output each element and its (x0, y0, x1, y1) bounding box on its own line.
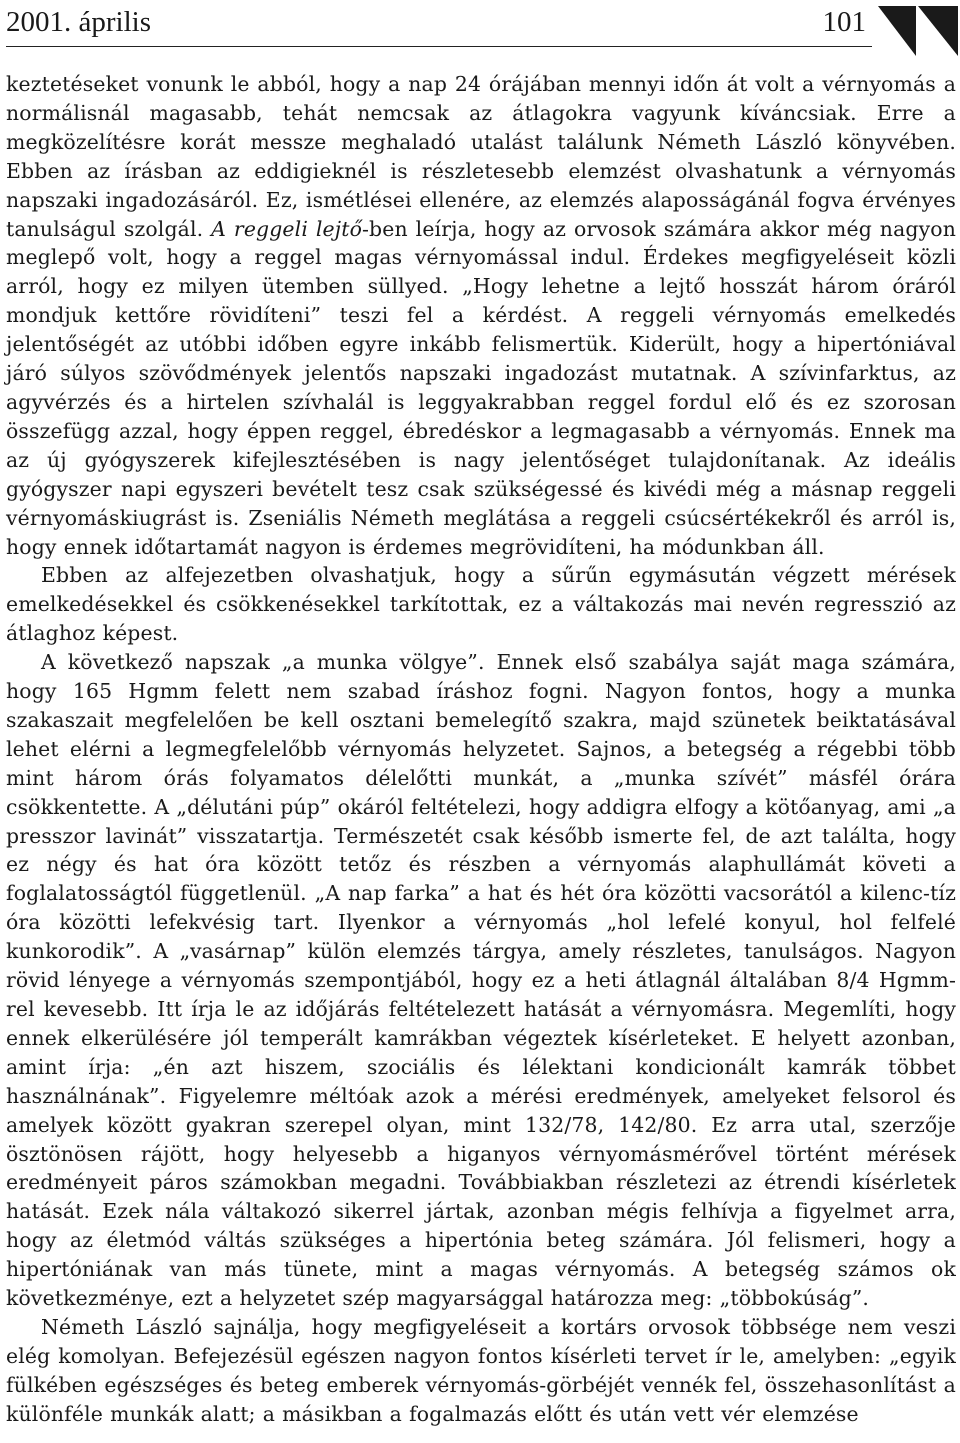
paragraph (6, 648, 956, 1313)
text-run: -ben leírja, hogy az orvosok számára akkor még nagyon meglepő volt, hogy a reggel magas vérnyomással indul. Érdekes megfigyeléseit közli arról, hogy ez milyen ütemben süllyed. „Hogy lehetne a lejtő hosszát három óráról mondjuk kettőre rövidíteni” teszi fel a kérdést. A reggeli vérnyomás emelkedés jelentőségét az utóbbi időben egyre inkább felismertük. Kiderült, hogy a hipertóniával járó súlyos szövődmények jelentős napszaki ingadozást mutatnak. A szívinfarktus, az agyvérzés és a hirtelen szívhalál is leggyakrabban reggel fordul elő és ez szorosan összefügg azzal, hogy éppen reggel, ébredéskor a legmagasabb a vérnyomás. Ennek ma az új gyógyszerek kifejlesztésében is nagy jelentőséget tulajdonítanak. Az ideális gyógyszer napi egyszeri bevételt tesz csak szükségessé és kivédi még a másnap reggeli vérnyomáskiugrást is. Zseniális Németh meglátása a reggeli csúcsértékekről és arról is, hogy ennek időtartamát nagyon is érdemes megrövidíteni, ha módunkban áll. (6, 216, 956, 559)
triangle-left-icon (878, 6, 916, 56)
issue-date: 2001. április (6, 6, 151, 38)
corner-triangles-icon (876, 6, 960, 60)
italic-phrase: A reggeli lejtő (211, 216, 363, 241)
text-run: A következő napszak „a munka völgye”. Ennek első szabálya saját maga számára, hogy 165 Hgmm felett nem szabad íráshoz fogni. Nagyon fontos, hogy a munka szakaszait megfelelően be kell osztani bemelegítő szakra, majd szünetek beiktatásával lehet elérni a legmegfelelőbb vérnyomás helyzetet. Sajnos, a betegség a régebbi több mint három órás folyamatos délelőtti munkát, a „munka szívét” másfél órára csökkentette. A „délutáni púp” okáról feltételezi, hogy addigra elfogy a kötőanyag, ami „a presszor lavinát” visszatartja. Természetét csak később ismerte fel, de azt találta, hogy ez négy és hat óra között tetőz és részben a vérnyomás alaphullámát követi a foglalatosságtól függetlenül. „A nap farka” a hat és hét óra közötti vacsorától a kilenc-tíz óra közötti lefekvésig tart. Ilyenkor a vérnyomás „hol lefelé konyul, hol felfelé kunkorodik”. A „vasárnap” külön elemzés tárgya, amely részletes, tanulságos. Nagyon rövid lényege a vérnyomás szempontjából, hogy ez a heti átlagnál általában 8/4 Hgmm-rel kevesebb. Itt írja le az időjárás feltételezett hatását a vérnyomásra. Megemlíti, hogy ennek elkerülésére jól temperált kamrákban végeztek kísérleteket. E helyett azonban, amint írja: „én azt hiszem, szociális és lélektani kondicionált kamrák többet használnának”. Figyelemre méltóak azok a mérési eredmények, amelyeket felsorol és amelyek között gyakran szerepel olyan, mint 132/78, 142/80. Ez arra utal, szerzője ösztönösen rájött, hogy helyesebb a higanyos vérnyomásmérővel történt mérések eredményeit páros számokban megadni. Továbbiakban részletezi az étrendi kísérletek hatását. Ezek nála váltakozó sikerrel jártak, azonban mégis felhívja a figyelmet arra, hogy az életmód váltás szükséges a hipertónia beteg számára. Jól felismeri, hogy a hipertóniának van más tünete, mint a magas vérnyomás. A betegség számos ok következménye, ezt a helyzetet szép magyarsággal határozza meg: „többokúság”. (6, 650, 956, 1311)
paragraph (6, 561, 956, 648)
page-number: 101 (822, 6, 866, 38)
text-run: Németh László sajnálja, hogy megfigyeléseit a kortárs orvosok többsége nem veszi elég komolyan. Befejezésül egészen nagyon fontos kísérleti tervet ír le, amelyben: „egyik fülkében egészséges és beteg emberek vérnyomás-görbéjét vennék fel, összehasonlítást a különféle munkák alatt; a másikban a fogalmazás előtt és után vett vér elemzése (6, 1314, 956, 1426)
running-header (6, 0, 872, 47)
text-run: keztetéseket vonunk le abból, hogy a nap 24 órájában mennyi időn át volt a vérnyomás a normálisnál magasabb, tehát nemcsak az átlagokra vagyunk kíváncsiak. Erre a megközelítésre korát messze meghaladó utalást találunk Németh László könyvében. Ebben az írásban az eddigieknél is részletesebb elemzést olvashatunk a vérnyomás napszaki ingadozásáról. Ez, ismétlései ellenére, az elemzés alaposságánál fogva érvényes tanulságul szolgál. (6, 72, 956, 241)
paragraph (6, 1313, 956, 1429)
article-body (6, 70, 956, 1429)
text-run: Ebben az alfejezetben olvashatjuk, hogy a sűrűn egymásután végzett mérések emelkedésekkel és csökkenésekkel tarkítottak, ez a váltakozás mai nevén regresszió az átlaghoz képest. (6, 563, 956, 646)
triangle-right-icon (918, 6, 958, 56)
paragraph (6, 70, 956, 561)
